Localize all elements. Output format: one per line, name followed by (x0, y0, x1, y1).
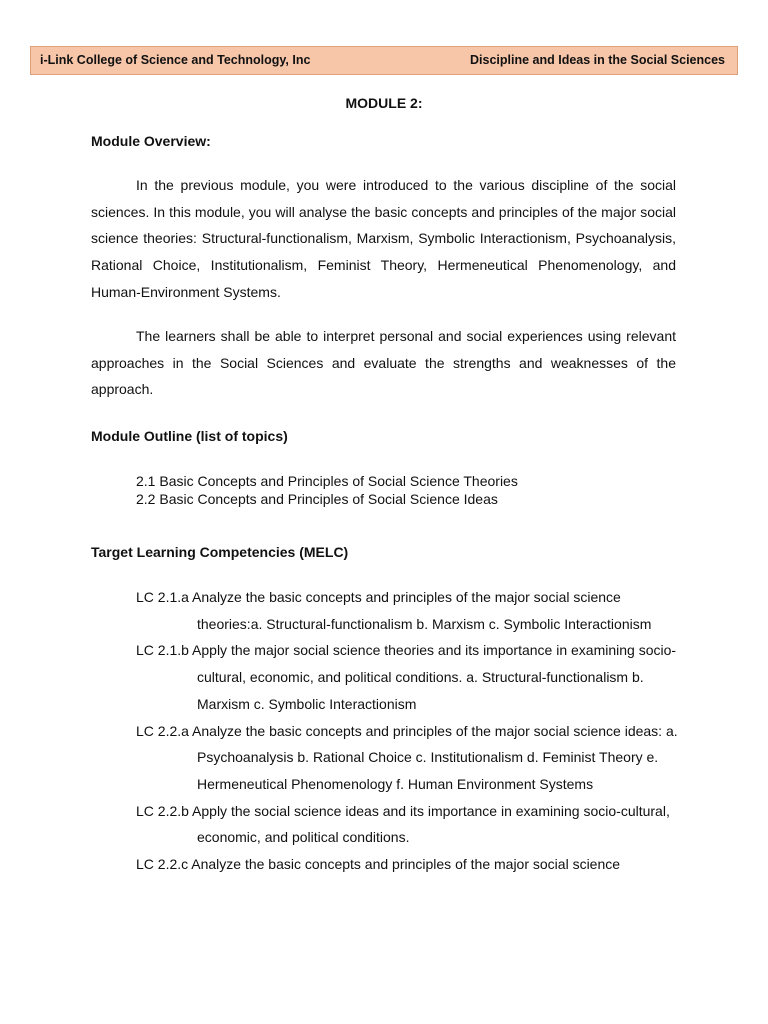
outline-item: 2.2 Basic Concepts and Principles of Social Science Ideas (136, 491, 498, 507)
outline-heading: Module Outline (list of topics) (91, 428, 288, 444)
outline-list (136, 472, 518, 508)
competencies-heading: Target Learning Competencies (MELC) (91, 544, 349, 560)
outline-item: 2.1 Basic Concepts and Principles of Social Science Theories (136, 473, 518, 489)
page-header (30, 46, 738, 75)
competency-item: LC 2.1.b Apply the major social science theories and its importance in examining socio-cultural, economic, and political conditions. a. Structural-functionalism b. Marxism c. Symbolic Interactionism (136, 642, 677, 712)
header-institution: i-Link College of Science and Technology, Inc (40, 53, 311, 67)
competency-item: LC 2.2.c Analyze the basic concepts and principles of the major social science (136, 856, 621, 873)
competencies-list (136, 584, 681, 878)
overview-paragraph-1: In the previous module, you were introduced to the various discipline of the social sciences. In this module, you will analyse the basic concepts and principles of the major social science theories: Structural-functionalism, Marxism, Symbolic Interactionism, Psychoanalysis, Rational Choice, Institutionalism, Feminist Theory, Hermeneutical Phenomenology, and Human-Environment Systems. (91, 177, 676, 300)
competency-item: LC 2.2.a Analyze the basic concepts and principles of the major social science ideas: a. Psychoanalysis b. Rational Choice c. Institutionalism d. Feminist Theory e. Hermeneutical Phenomenology f. Human Environment Systems (136, 722, 678, 792)
competency-item: LC 2.1.a Analyze the basic concepts and principles of the major social science theories:a. Structural-functionalism b. Marxism c. Symbolic Interactionism (136, 589, 652, 632)
overview-heading: Module Overview: (91, 133, 211, 149)
competency-item: LC 2.2.b Apply the social science ideas and its importance in examining socio-cultural, economic, and political conditions. (136, 802, 670, 846)
header-course-title: Discipline and Ideas in the Social Sciences (470, 53, 725, 67)
overview-paragraph-2: The learners shall be able to interpret personal and social experiences using relevant approaches in the Social Sciences and evaluate the strengths and weaknesses of the approach. (91, 328, 676, 398)
module-title: MODULE 2: (345, 95, 423, 111)
